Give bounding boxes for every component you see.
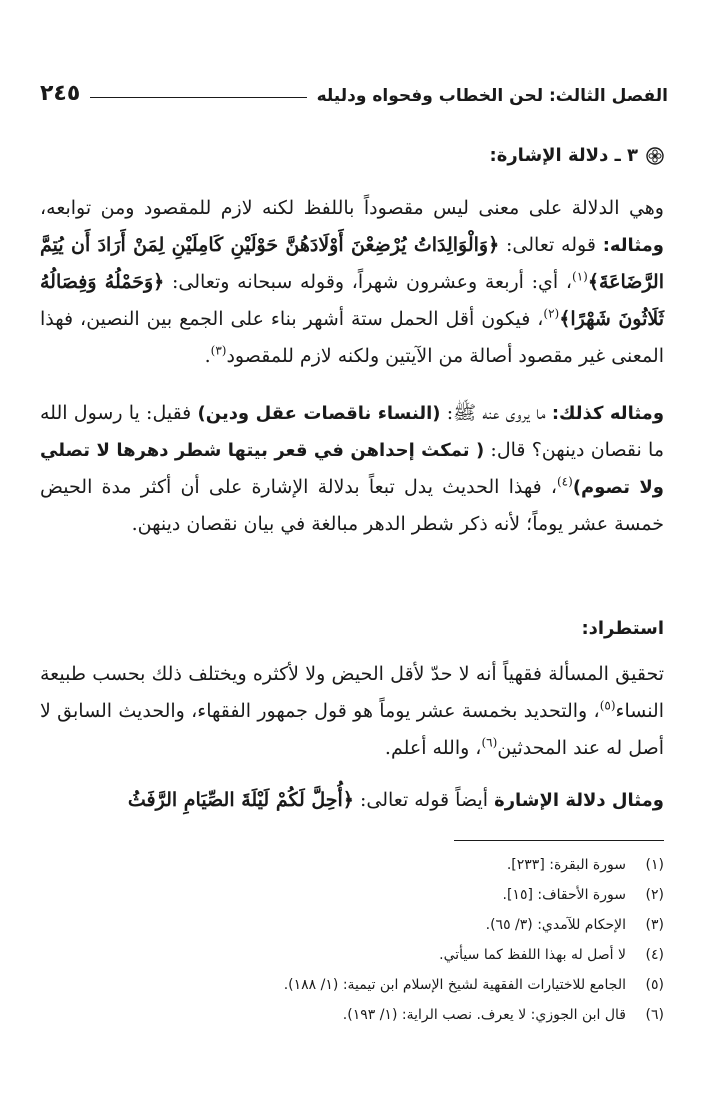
p2-label: ومثاله كذلك: [551,403,665,424]
footnotes-list [44,850,664,1030]
hadith-quote-1: (النساء ناقصات عقل ودين) [197,403,441,424]
paragraph-hadith-example [40,395,664,543]
p2-text-c: ، فهذا الحديث يدل تبعاً بدلالة الإشارة على أن أكثر مدة الحيض خمسة عشر يوماً؛ لأنه ذكر شطر الدهر مبالغة في بيان نقصان دينهن. [40,476,664,535]
p1-end: . [204,345,211,367]
paragraph-second-example [40,782,664,819]
footnote-ref-1[interactable]: (١) [572,269,588,284]
footnote-number: (٢) [645,887,664,903]
footnote-text: سورة الأحقاف: [١٥]. [502,887,626,903]
footnote-item [44,940,664,970]
digression-heading: استطراد: [581,618,664,639]
section-heading-text: ٣ ـ دلالة الإشارة: [489,145,638,166]
footnote-number: (١) [645,857,664,873]
footnote-ref-5[interactable]: (٥) [599,698,616,713]
footnote-text: الجامع للاختيارات الفقهية لشيخ الإسلام ابن تيمية: (١/ ١٨٨). [283,977,626,993]
p2-text-a: ما يروى عنه ﷺ: [440,402,552,424]
footnote-number: (٣) [645,917,664,933]
footnote-item [44,880,664,910]
footnote-text: لا أصل له بهذا اللفظ كما سيأتي. [439,947,626,963]
p4-text-a: أيضاً قوله تعالى: [353,789,495,811]
footnote-ref-6[interactable]: (٦) [481,735,498,750]
footnote-text: قال ابن الجوزي: لا يعرف. نصب الراية: (١/ ١٩٣). [342,1007,626,1023]
paragraph-digression [40,656,664,767]
p1-text-a: قوله تعالى: [499,234,603,256]
page-number: ٢٤٥ [40,81,81,106]
footnote-item [44,910,664,940]
p4-label: ومثال دلالة الإشارة [494,790,664,811]
footnote-ref-3[interactable]: (٣) [210,343,227,358]
footnote-text: سورة البقرة: [٢٣٣]. [506,857,626,873]
paragraph-definition [40,190,664,375]
hadith-quote-2: ( تمكث إحداهن في قعر بيتها شطر دهرها لا تصلي ولا تصوم) [40,440,664,498]
p1-intro: وهي الدلالة على معنى ليس مقصوداً باللفظ لكنه لازم للمقصود ومن توابعه، [40,197,664,219]
footnote-item [44,970,664,1000]
footnote-text: الإحكام للآمدي: (٣/ ٦٥). [485,917,626,933]
p3-text-a: تحقيق المسألة فقهياً أنه لا حدّ لأقل الحيض ولا لأكثره ويختلف ذلك بحسب طبيعة النساء [40,663,664,722]
p1-text-c: ، فيكون أقل الحمل ستة أشهر بناء على الجمع بين النصين، فهذا المعنى غير مقصود أصالة من الآيتين ولكنه لازم للمقصود [40,308,664,367]
footnote-number: (٥) [645,977,664,993]
flower-icon [646,147,664,165]
footnote-ref-2[interactable]: (٢) [543,306,560,321]
chapter-title: الفصل الثالث: لحن الخطاب وفحواه ودليله [316,86,668,106]
p2-text-b: فقيل: يا رسول الله ما نقصان دينهن؟ قال: [40,402,664,461]
p3-text-b: ، والتحديد بخمسة عشر يوماً هو قول جمهور الفقهاء، والحديث السابق لا أصل له عند المحدثين [40,700,664,759]
p1-text-b: ، أي: أربعة وعشرون شهراً، وقوله سبحانه وتعالى: [164,271,573,293]
footnote-number: (٤) [645,947,664,963]
p1-example-label: ومثاله: [602,235,664,256]
footnote-ref-4[interactable]: (٤) [556,474,573,489]
section-heading [490,145,665,166]
verse-ahqaf: ﴿وَحَمْلُهُ وَفِصَالُهُ ثَلَاثُونَ شَهْرًا﴾ [40,271,664,330]
p3-text-c: ، والله أعلم. [384,737,482,759]
verse-siyam: ﴿أُحِلَّ لَكُمْ لَيْلَةَ الصِّيَامِ الرَّفَثُ [127,789,354,811]
footnote-number: (٦) [645,1007,664,1023]
footnote-separator [454,840,664,841]
header-rule [90,97,306,98]
running-header [40,74,668,106]
footnote-item [44,1000,664,1030]
footnote-item [44,850,664,880]
verse-baqarah: ﴿وَالْوَالِدَاتُ يُرْضِعْنَ أَوْلَادَهُنَّ حَوْلَيْنِ كَامِلَيْنِ لِمَنْ أَرَادَ أَن يُتِمَّ الرَّضَاعَةَ﴾ [40,234,664,293]
